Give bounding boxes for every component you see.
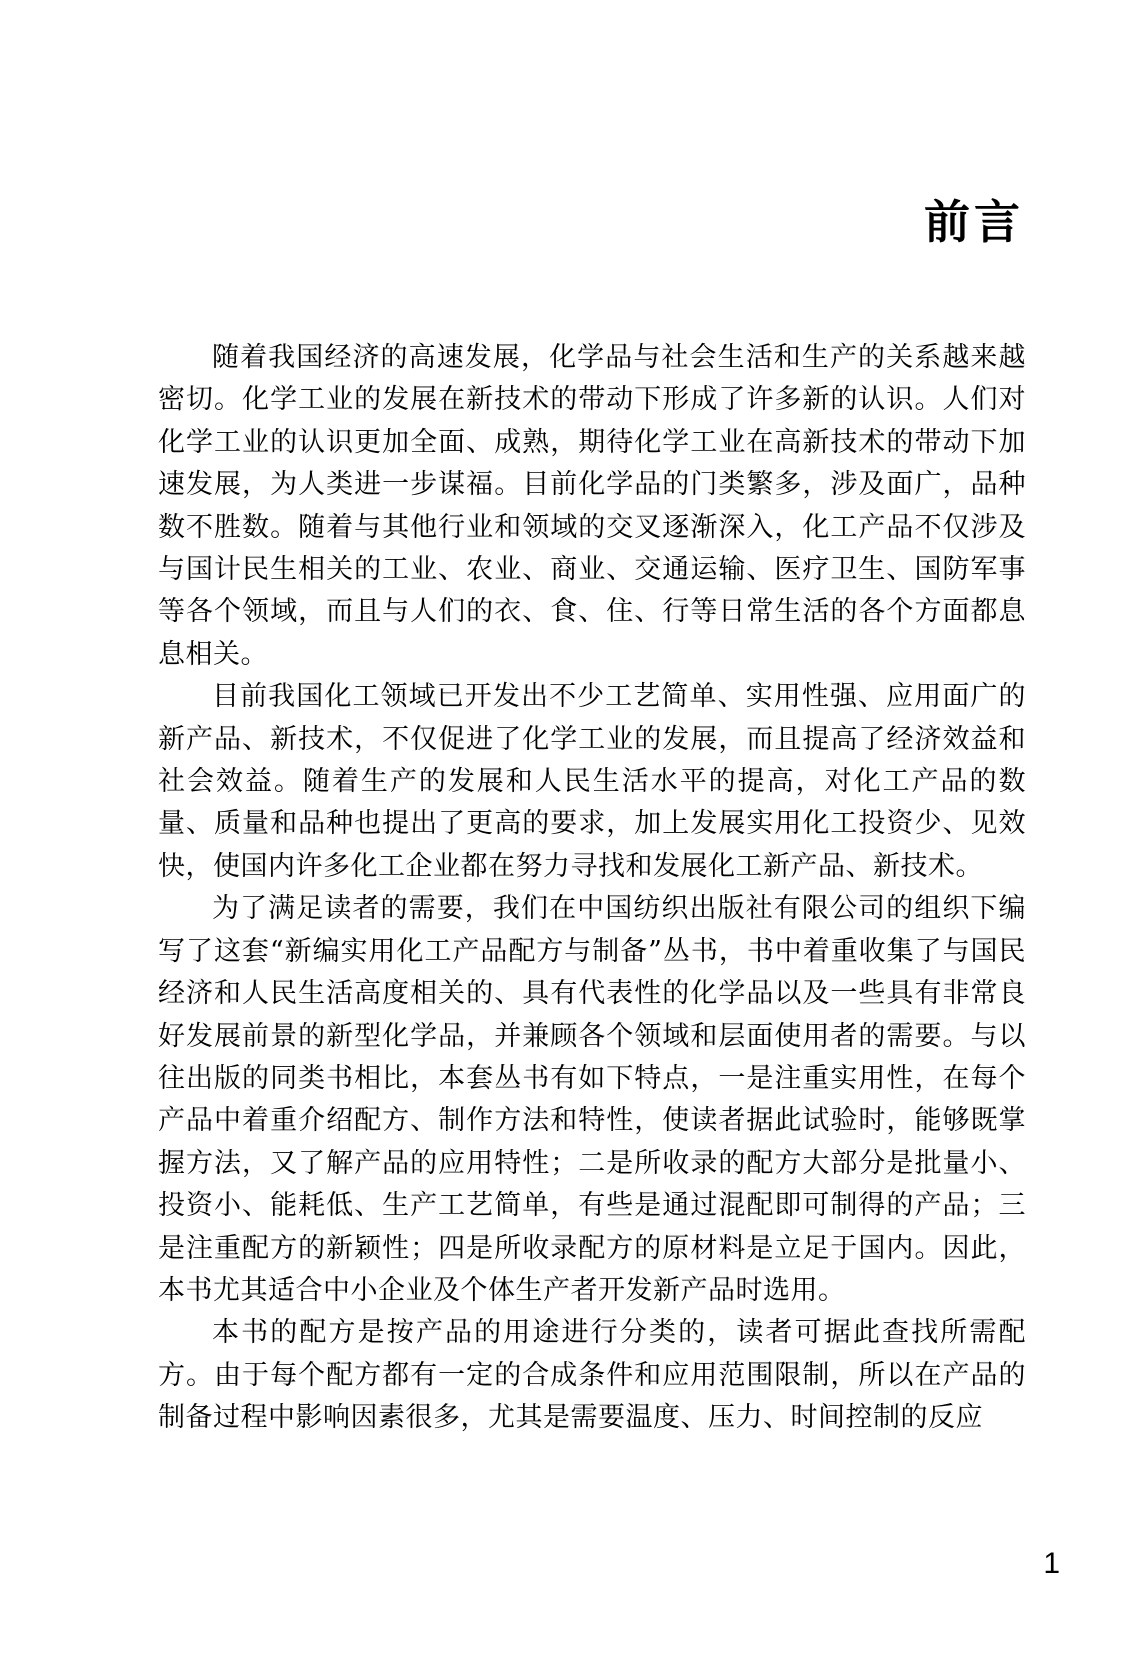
paragraph-4: 本书的配方是按产品的用途进行分类的，读者可据此查找所需配方。由于每个配方都有一定的合成条件和应用范围限制，所以在产品的制备过程中影响因素很多，尤其是需要温度、压力、时间控制的反应 bbox=[158, 1317, 1026, 1434]
paragraph-1: 随着我国经济的高速发展，化学品与社会生活和生产的关系越来越密切。化学工业的发展在新技术的带动下形成了许多新的认识。人们对化学工业的认识更加全面、成熟，期待化学工业在高新技术的带动下加速发展，为人类进一步谋福。目前化学品的门类繁多，涉及面广，品种数不胜数。随着与其他行业和领域的交叉逐渐深入，化工产品不仅涉及与国计民生相关的工业、农业、商业、交通运输、医疗卫生、国防军事等各个领域，而且与人们的衣、食、住、行等日常生活的各个方面都息息相关。 bbox=[158, 342, 1026, 670]
preface-body bbox=[158, 337, 1026, 1440]
paragraph-2: 目前我国化工领域已开发出不少工艺简单、实用性强、应用面广的新产品、新技术，不仅促进了化学工业的发展，而且提高了经济效益和社会效益。随着生产的发展和人民生活水平的提高，对化工产品的数量、质量和品种也提出了更高的要求，加上发展实用化工投资少、见效快，使国内许多化工企业都在努力寻找和发展化工新产品、新技术。 bbox=[158, 681, 1026, 882]
page-title: 前言 bbox=[924, 195, 1024, 249]
page-number: 1 bbox=[1043, 1547, 1060, 1580]
paragraph-3: 为了满足读者的需要，我们在中国纺织出版社有限公司的组织下编写了这套“新编实用化工产品配方与制备”丛书，书中着重收集了与国民经济和人民生活高度相关的、具有代表性的化学品以及一些具有非常良好发展前景的新型化学品，并兼顾各个领域和层面使用者的需要。与以往出版的同类书相比，本套丛书有如下特点，一是注重实用性，在每个产品中着重介绍配方、制作方法和特性，使读者据此试验时，能够既掌握方法，又了解产品的应用特性；二是所收录的配方大部分是批量小、投资小、能耗低、生产工艺简单，有些是通过混配即可制得的产品；三是注重配方的新颖性；四是所收录配方的原材料是立足于国内。因此，本书尤其适合中小企业及个体生产者开发新产品时选用。 bbox=[158, 893, 1026, 1306]
